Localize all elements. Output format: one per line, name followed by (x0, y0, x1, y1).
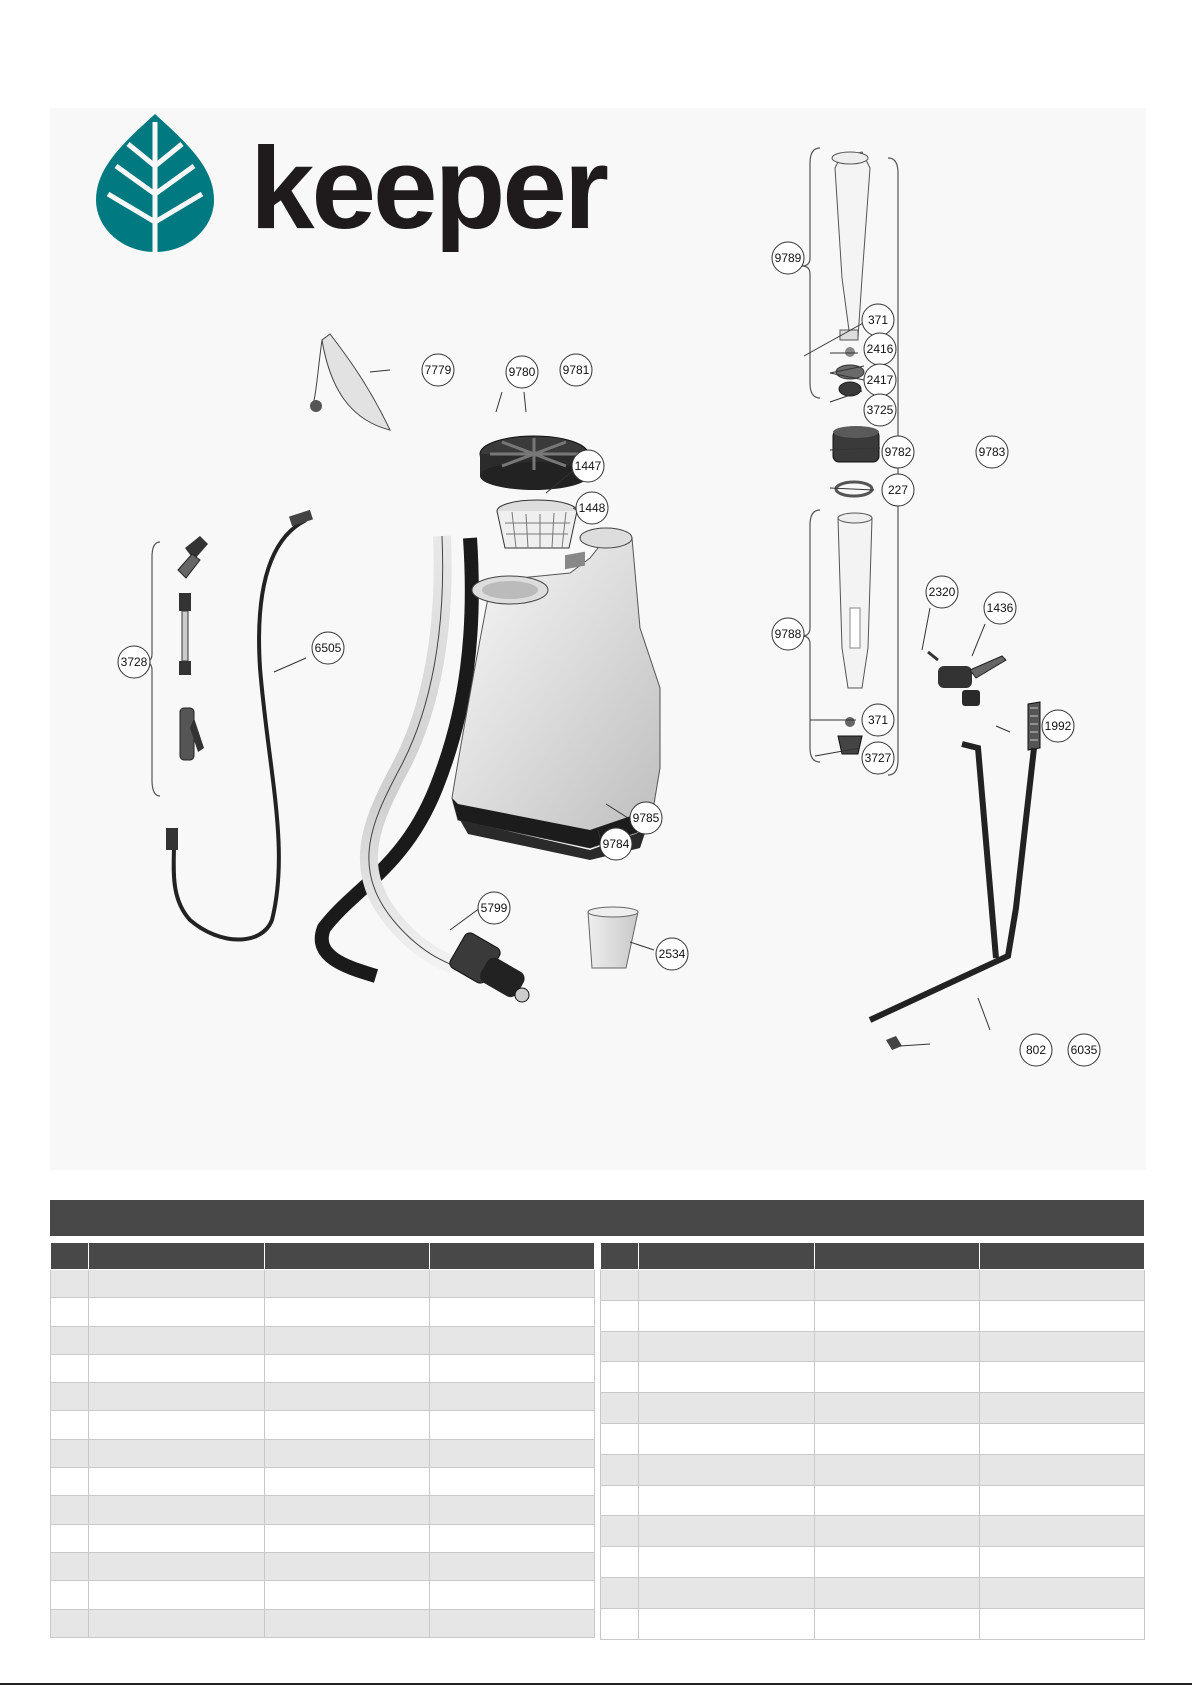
callout-1448 (576, 492, 608, 524)
table-cell (430, 1383, 595, 1411)
table-cell (265, 1354, 430, 1382)
callout-371 (862, 704, 894, 736)
table-cell (980, 1516, 1145, 1547)
table-cell (51, 1411, 89, 1439)
table-cell (51, 1524, 89, 1552)
callout-label: 9784 (602, 837, 630, 851)
callout-9784 (600, 828, 632, 860)
table-cell (51, 1609, 89, 1637)
callout-label: 9788 (774, 627, 802, 641)
table-cell (430, 1354, 595, 1382)
spray-tank (452, 528, 660, 860)
callout-label: 1436 (986, 601, 1014, 615)
callout-label: 3727 (864, 751, 892, 765)
callout-9781 (560, 354, 592, 386)
column-header (51, 1243, 89, 1270)
table-cell (89, 1468, 265, 1496)
table-cell (89, 1496, 265, 1524)
callout-2534 (656, 938, 688, 970)
table-cell (51, 1496, 89, 1524)
callout-5799 (478, 892, 510, 924)
table-cell (815, 1270, 980, 1301)
strainer-basket (497, 500, 577, 548)
callout-label: 3725 (866, 403, 894, 417)
callout-label: 9780 (508, 365, 536, 379)
table-cell (815, 1454, 980, 1485)
table-cell (430, 1411, 595, 1439)
table-row (51, 1326, 595, 1354)
table-cell (89, 1524, 265, 1552)
table-cell (980, 1485, 1145, 1516)
table-cell (51, 1354, 89, 1382)
table-cell (430, 1524, 595, 1552)
table-row (51, 1439, 595, 1467)
table-cell (51, 1270, 89, 1298)
table-cell (980, 1577, 1145, 1608)
column-header (815, 1243, 980, 1270)
table-cell (430, 1468, 595, 1496)
table-cell (639, 1423, 815, 1454)
callout-label: 7779 (424, 363, 452, 377)
callout-802 (1020, 1034, 1052, 1066)
table-row (51, 1552, 595, 1580)
callout-label: 1447 (574, 459, 602, 473)
table-cell (430, 1439, 595, 1467)
callout-227 (882, 474, 914, 506)
table-cell (265, 1298, 430, 1326)
table-cell (265, 1609, 430, 1637)
table-row (601, 1547, 1145, 1578)
table-cell (51, 1581, 89, 1609)
table-row (601, 1331, 1145, 1362)
handle-connector (448, 931, 529, 1002)
table-row (601, 1454, 1145, 1485)
table-row (51, 1468, 595, 1496)
callout-label: 2417 (866, 373, 894, 387)
pump-cylinder-lower (838, 513, 872, 688)
table-cell (601, 1516, 639, 1547)
table-cell (601, 1577, 639, 1608)
callout-label: 9781 (562, 363, 590, 377)
parts-table-header-bar (50, 1200, 1144, 1236)
callout-6505 (312, 632, 344, 664)
table-cell (601, 1454, 639, 1485)
table-cell (815, 1547, 980, 1578)
table-row (601, 1485, 1145, 1516)
spray-shield (310, 334, 390, 430)
table-row (601, 1270, 1145, 1301)
callout-label: 9785 (632, 811, 660, 825)
callout-9785 (630, 802, 662, 834)
table-cell (265, 1552, 430, 1580)
table-row (51, 1609, 595, 1637)
callout-label: 371 (867, 713, 889, 727)
column-header (265, 1243, 430, 1270)
measuring-cup (588, 907, 638, 968)
table-cell (815, 1516, 980, 1547)
strap-grey (369, 536, 454, 966)
table-cell (980, 1454, 1145, 1485)
table-cell (430, 1581, 595, 1609)
callout-label: 1992 (1044, 719, 1072, 733)
column-header (601, 1243, 639, 1270)
callout-1447 (572, 450, 604, 482)
exploded-parts-diagram (50, 108, 1146, 1170)
callout-3727 (862, 742, 894, 774)
table-row (601, 1393, 1145, 1424)
table-cell (815, 1393, 980, 1424)
table-row (51, 1524, 595, 1552)
callout-label: 6505 (314, 641, 342, 655)
table-cell (51, 1383, 89, 1411)
brand-wordmark: keeper (250, 123, 607, 253)
callout-6035 (1068, 1034, 1100, 1066)
table-cell (639, 1577, 815, 1608)
table-cell (89, 1439, 265, 1467)
callout-7779 (422, 354, 454, 386)
table-cell (51, 1468, 89, 1496)
table-cell (639, 1331, 815, 1362)
table-cell (639, 1516, 815, 1547)
table-cell (430, 1270, 595, 1298)
table-cell (601, 1393, 639, 1424)
table-cell (980, 1331, 1145, 1362)
table-cell (639, 1547, 815, 1578)
table-row (51, 1298, 595, 1326)
keeper-logo (96, 114, 608, 253)
callout-label: 2416 (866, 342, 894, 356)
table-row (51, 1354, 595, 1382)
callout-label: 9789 (774, 251, 802, 265)
column-header (430, 1243, 595, 1270)
table-row (51, 1496, 595, 1524)
table-cell (265, 1496, 430, 1524)
callout-label: 6035 (1070, 1043, 1098, 1057)
table-cell (265, 1270, 430, 1298)
table-cell (265, 1411, 430, 1439)
pump-handle (867, 702, 1040, 1050)
callout-9780 (506, 356, 538, 388)
table-cell (601, 1485, 639, 1516)
table-cell (639, 1454, 815, 1485)
callout-9789 (772, 242, 804, 274)
table-cell (430, 1552, 595, 1580)
callout-9783 (976, 436, 1008, 468)
pump-nut (833, 426, 879, 462)
table-cell (815, 1577, 980, 1608)
callout-label: 3728 (120, 655, 148, 669)
table-row (51, 1581, 595, 1609)
table-cell (430, 1326, 595, 1354)
table-cell (601, 1270, 639, 1301)
table-cell (639, 1362, 815, 1393)
table-cell (815, 1485, 980, 1516)
table-cell (430, 1609, 595, 1637)
table-cell (265, 1468, 430, 1496)
callout-2416 (864, 333, 896, 365)
table-cell (89, 1298, 265, 1326)
table-cell (265, 1581, 430, 1609)
table-cell (980, 1423, 1145, 1454)
table-cell (980, 1393, 1145, 1424)
table-cell (430, 1496, 595, 1524)
callout-3728 (118, 646, 150, 678)
table-row (51, 1411, 595, 1439)
callout-2320 (926, 576, 958, 608)
table-cell (601, 1608, 639, 1639)
table-cell (430, 1298, 595, 1326)
table-cell (89, 1354, 265, 1382)
table-cell (815, 1423, 980, 1454)
parts-table-left (50, 1242, 595, 1638)
callout-label: 227 (887, 483, 909, 497)
column-header (639, 1243, 815, 1270)
callout-label: 9782 (884, 445, 912, 459)
callout-label: 2534 (658, 947, 686, 961)
callout-label: 802 (1025, 1043, 1047, 1057)
table-cell (639, 1393, 815, 1424)
wand-assembly (178, 536, 208, 760)
table-cell (639, 1270, 815, 1301)
table-cell (89, 1270, 265, 1298)
table-cell (265, 1326, 430, 1354)
table-row (601, 1577, 1145, 1608)
table-row (601, 1608, 1145, 1639)
lever-parts (928, 652, 1006, 706)
table-cell (89, 1383, 265, 1411)
callout-3725 (864, 394, 896, 426)
table-cell (51, 1552, 89, 1580)
table-row (51, 1383, 595, 1411)
table-row (601, 1423, 1145, 1454)
table-cell (601, 1547, 639, 1578)
table-cell (639, 1485, 815, 1516)
table-row (601, 1516, 1145, 1547)
table-cell (980, 1300, 1145, 1331)
table-cell (815, 1608, 980, 1639)
parts-table-right (600, 1242, 1145, 1640)
table-cell (601, 1300, 639, 1331)
callout-label: 2320 (928, 585, 956, 599)
table-cell (815, 1300, 980, 1331)
callout-1436 (984, 592, 1016, 624)
callout-371 (862, 304, 894, 336)
callout-label: 9783 (978, 445, 1006, 459)
table-row (601, 1362, 1145, 1393)
table-cell (265, 1439, 430, 1467)
table-cell (51, 1326, 89, 1354)
table-cell (89, 1326, 265, 1354)
table-cell (51, 1439, 89, 1467)
callout-9782 (882, 436, 914, 468)
table-cell (639, 1608, 815, 1639)
table-cell (89, 1581, 265, 1609)
column-header (980, 1243, 1145, 1270)
table-cell (601, 1331, 639, 1362)
table-cell (51, 1298, 89, 1326)
column-header (89, 1243, 265, 1270)
table-cell (265, 1524, 430, 1552)
callout-label: 5799 (480, 901, 508, 915)
callout-label: 1448 (578, 501, 606, 515)
callout-label: 371 (867, 313, 889, 327)
table-cell (89, 1609, 265, 1637)
table-row (601, 1300, 1145, 1331)
table-cell (89, 1552, 265, 1580)
table-cell (601, 1362, 639, 1393)
table-row (51, 1270, 595, 1298)
table-cell (265, 1383, 430, 1411)
table-cell (980, 1362, 1145, 1393)
callout-2417 (864, 364, 896, 396)
table-cell (980, 1547, 1145, 1578)
table-cell (815, 1362, 980, 1393)
table-cell (601, 1423, 639, 1454)
table-cell (815, 1331, 980, 1362)
callout-9788 (772, 618, 804, 650)
table-cell (980, 1608, 1145, 1639)
table-cell (89, 1411, 265, 1439)
table-cell (980, 1270, 1145, 1301)
table-cell (639, 1300, 815, 1331)
callout-1992 (1042, 710, 1074, 742)
